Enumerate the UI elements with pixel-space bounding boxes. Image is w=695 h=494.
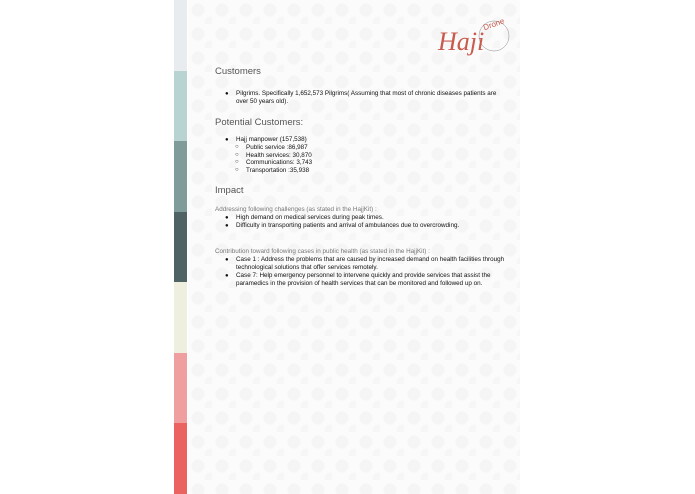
- bullet-icon: ●: [225, 137, 229, 143]
- sublist-item-text: Transportation :35,938: [246, 166, 310, 174]
- list-item: [225, 214, 505, 222]
- strip-segment: [174, 141, 187, 212]
- circle-bullet-icon: ○: [235, 151, 239, 158]
- challenges-list: [215, 214, 505, 230]
- contribution-intro: Contribution toward following cases in public health (as stated in the HajjKit) :: [215, 248, 430, 255]
- sublist-item: [235, 167, 505, 175]
- strip-segment: [174, 353, 187, 424]
- list-item: [225, 256, 505, 272]
- challenges-intro: Addressing following challenges (as stated in the HajjKit) :: [215, 206, 377, 213]
- logo-mark: [436, 12, 516, 62]
- sublist-item: [235, 152, 505, 160]
- bullet-icon: ●: [225, 257, 229, 263]
- document-content: [215, 66, 505, 288]
- sublist-item-text: Communications: 3,743: [246, 159, 313, 166]
- list-item-text: Difficulty in transporting patients and arrival of ambulances due to overcrowding.: [236, 222, 460, 229]
- circle-bullet-icon: ○: [235, 166, 239, 173]
- list-item: [225, 136, 505, 144]
- document-page: [174, 0, 520, 494]
- sublist-item: [235, 144, 505, 152]
- bullet-icon: ●: [225, 223, 229, 229]
- list-item: [225, 272, 505, 288]
- bullet-icon: ●: [225, 215, 229, 221]
- sublist-item-text: Health services: 30,870: [246, 151, 312, 159]
- list-item: [225, 90, 505, 106]
- list-item-text: Case 1 : Address the problems that are caused by increased demand on health facilities through technological solutions that offer services remotely.: [236, 256, 505, 271]
- customers-heading: Customers: [215, 66, 261, 77]
- customers-list: [215, 90, 505, 106]
- list-item-text: Hajj manpower (157,538): [236, 136, 307, 143]
- potential-customers-heading: Potential Customers:: [215, 117, 304, 128]
- impact-heading: Impact: [215, 185, 244, 196]
- strip-segment: [174, 0, 187, 71]
- potential-customers-list: [215, 136, 505, 144]
- circle-bullet-icon: ○: [235, 159, 239, 165]
- logo-tagline: Drone: [482, 16, 506, 33]
- list-item: [225, 222, 505, 230]
- list-item-text: Case 7: Help emergency personnel to intervene quickly and provide services that assist the paramedics in the provision of health services that can be monitored and followed up on.: [236, 272, 491, 287]
- cases-list: [215, 256, 505, 288]
- list-item-text: Pilgrims. Specifically 1,652,573 Pilgrims( Assuming that most of chronic diseases patients are over 50 years old).: [236, 90, 497, 105]
- strip-segment: [174, 212, 187, 283]
- color-strip: [174, 0, 187, 494]
- bullet-icon: ●: [225, 91, 229, 97]
- circle-bullet-icon: ○: [235, 144, 239, 150]
- potential-customers-sublist: [215, 144, 505, 174]
- sublist-item: [235, 159, 505, 167]
- bullet-icon: ●: [225, 273, 229, 279]
- strip-segment: [174, 423, 187, 494]
- sublist-item-text: Public service :86,987: [246, 144, 308, 151]
- strip-segment: [174, 71, 187, 142]
- list-item-text: High demand on medical services during peak times.: [236, 214, 384, 221]
- logo-name: Haji: [438, 27, 485, 56]
- strip-segment: [174, 282, 187, 353]
- haji-drone-logo: [436, 12, 516, 62]
